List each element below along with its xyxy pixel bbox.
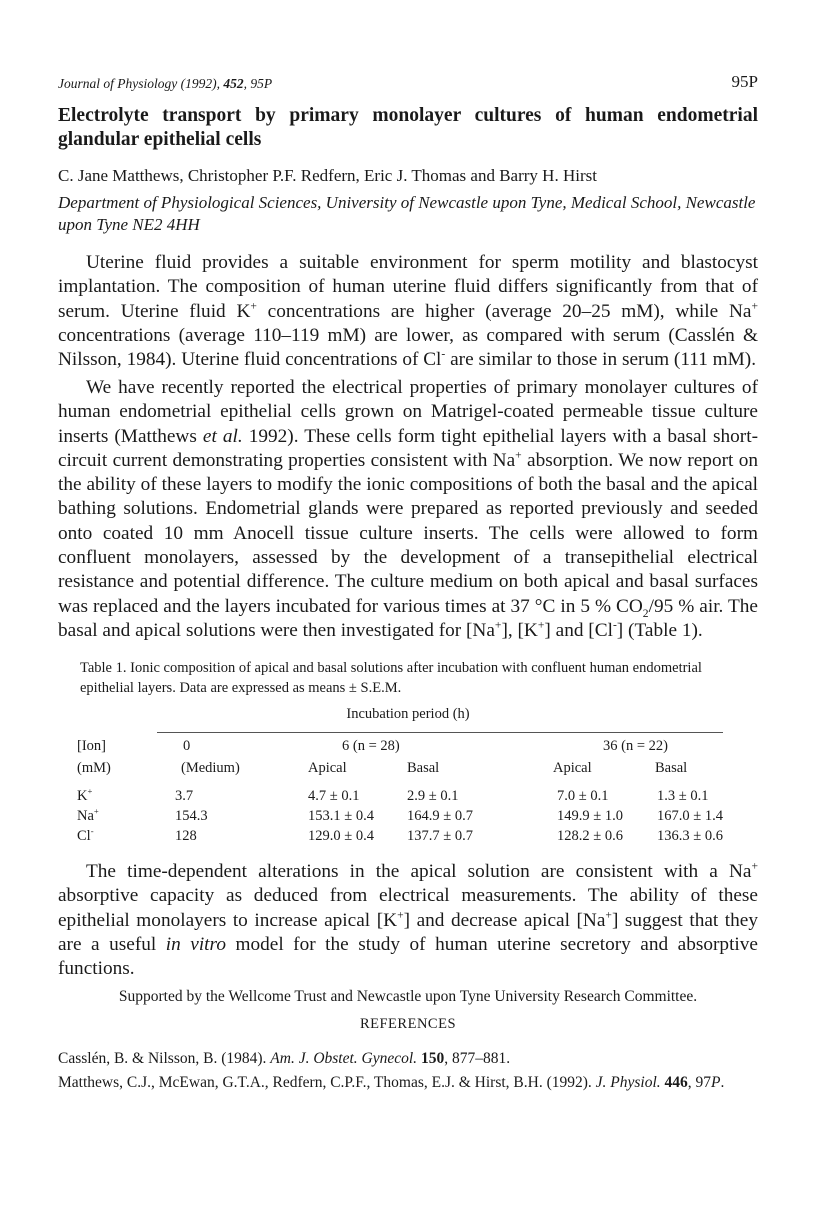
page-number: 95P: [731, 72, 758, 91]
text-run: +: [494, 618, 502, 632]
table-cell: 137.7 ± 0.7: [407, 828, 473, 844]
acknowledgement: Supported by the Wellcome Trust and Newcastle upon Tyne University Research Committee.: [118, 988, 698, 1005]
text-run: ], [K: [501, 619, 538, 641]
text-run: model for the study of human uterine secretory and absorptive functions.: [58, 933, 758, 980]
text-run: in vitro: [165, 933, 226, 955]
column-subheader: (mM): [77, 760, 111, 776]
table-cell: 128.2 ± 0.6: [557, 828, 623, 844]
text-run: -: [441, 347, 446, 361]
authors: C. Jane Matthews, Christopher P.F. Redfern, Eric J. Thomas and Barry H. Hirst: [58, 166, 597, 185]
table-spanner: Incubation period (h): [346, 706, 470, 722]
text-run: Uterine fluid provides a suitable environment for sperm motility and blastocyst implantation. The composition of human uterine fluid differs significantly from that of serum. Uterine fluid K: [58, 252, 758, 322]
text-run: +: [397, 908, 404, 922]
text-run: 2: [642, 606, 649, 620]
column-subheader: Basal: [407, 760, 440, 776]
table-cell: 2.9 ± 0.1: [407, 788, 459, 804]
column-header: 6 (n = 28): [342, 738, 400, 754]
text-run: +: [605, 908, 612, 922]
table-cell: 7.0 ± 0.1: [557, 788, 609, 804]
table-caption: Table 1. Ionic composition of apical and basal solutions after incubation with confluent human endometrial epithelial layers. Data are expressed as means ± S.E.M.: [80, 660, 702, 696]
table-cell: 1.3 ± 0.1: [657, 788, 709, 804]
reference-item: [58, 1072, 776, 1094]
text-run: are similar to those in serum (111 mM).: [445, 349, 757, 371]
reference-item: [58, 1048, 776, 1070]
table-cell: 3.7: [175, 788, 194, 804]
column-header: 36 (n = 22): [603, 738, 668, 754]
table-cell: 154.3: [175, 808, 208, 824]
text-run: J. Physiol.: [595, 1074, 661, 1091]
text-run: We have recently reported the electrical properties of primary monolayer cultures of human endometrial epithelial cells grown on Matrigel-coated permeable tissue culture inserts (Matthews: [58, 377, 758, 447]
column-subheader: Apical: [308, 760, 347, 776]
table-cell: 164.9 ± 0.7: [407, 808, 473, 824]
references-heading: REFERENCES: [359, 1016, 457, 1032]
text-run: The time-dependent alterations in the apical solution are consistent with a Na: [86, 861, 752, 882]
text-run: 1992). These cells form tight epithelial layers with a basal short-circuit current demonstrating properties consistent with Na: [58, 425, 758, 471]
text-run: , 877–881.: [444, 1050, 511, 1067]
column-header: [Ion]: [77, 738, 106, 754]
text-run: et al.: [202, 425, 243, 447]
text-run: ] and decrease apical [Na: [403, 909, 606, 931]
affiliation: Department of Physiological Sciences, University of Newcastle upon Tyne, Medical School, Newcastle upon Tyne NE2 4HH: [58, 193, 756, 234]
running-header: [58, 72, 758, 92]
text-run: Am. J. Obstet. Gynecol.: [270, 1050, 418, 1067]
text-run: , 97: [687, 1074, 712, 1091]
table-cell: 136.3 ± 0.6: [657, 828, 723, 844]
text-run: -: [612, 618, 617, 632]
ion-label: K+: [77, 786, 93, 804]
text-run: ] suggest that they are a useful: [58, 909, 759, 955]
text-run: 446: [664, 1074, 688, 1091]
column-subheader: Apical: [553, 760, 592, 776]
ion-label: Cl-: [77, 826, 94, 844]
ion-charge: -: [90, 826, 94, 837]
journal-citation: [58, 76, 272, 91]
ion-label: Na+: [77, 806, 99, 824]
text-run: +: [751, 299, 758, 313]
table-cell: 128: [175, 828, 197, 844]
text-run: concentrations (average 110–119 mM) are lower, as compared with serum (Casslén & Nilsson, 1984). Uterine fluid concentrations of Cl: [58, 324, 758, 371]
text-run: P: [711, 1074, 721, 1091]
paragraph-intro: [58, 251, 758, 372]
text-run: .: [720, 1074, 725, 1091]
paragraph-methods: [58, 376, 758, 643]
table-cell: 129.0 ± 0.4: [308, 828, 374, 844]
table-cell: 149.9 ± 1.0: [557, 808, 623, 824]
paragraph-conclusion: [58, 860, 758, 981]
text-run: 150: [420, 1050, 445, 1067]
text-run: absorptive capacity as deduced from electrical measurements. The ability of these epithelial monolayers to increase apical [K: [58, 885, 758, 931]
table-cell: 167.0 ± 1.4: [657, 808, 723, 824]
text-run: +: [751, 859, 758, 873]
text-run: absorption. We now report on the ability of these layers to modify the ionic compositions of both the basal and the apical bathing solutions. Endometrial glands were prepared as reported previously and seeded onto coated 10 mm Anocell tissue culture inserts. The cells were allowed to form confluent monolayers, assessed by the development of a transepithelial electrical resistance and potential difference. The culture medium on both apical and basal surfaces was replaced and the layers incubated for various times at 37 °C in 5 % CO: [58, 449, 758, 617]
text-run: concentrations are higher (average 20–25 mM), while Na: [256, 300, 752, 322]
article-title: Electrolyte transport by primary monolayer cultures of human endometrial glandular epithelial cells: [58, 105, 758, 150]
ion-charge: +: [93, 806, 99, 817]
column-header: 0: [183, 738, 191, 754]
text-run: Matthews, C.J., McEwan, G.T.A., Redfern, C.P.F., Thomas, E.J. & Hirst, B.H. (1992).: [58, 1074, 596, 1091]
ion-charge: +: [87, 786, 93, 797]
text-run: Casslén, B. & Nilsson, B. (1984).: [58, 1050, 271, 1067]
text-run: /95 % air. The basal and apical solutions were then investigated for [Na: [58, 595, 758, 641]
text-run: ] (Table 1).: [616, 619, 703, 641]
table-cell: 153.1 ± 0.4: [308, 808, 374, 824]
text-run: , 95P: [243, 76, 273, 91]
table-cell: 4.7 ± 0.1: [308, 788, 360, 804]
column-subheader: Basal: [655, 760, 688, 776]
text-run: 452: [223, 76, 244, 91]
column-subheader: (Medium): [181, 760, 240, 776]
text-run: ] and [Cl: [544, 619, 613, 641]
text-run: +: [515, 448, 522, 462]
text-run: +: [537, 618, 545, 632]
table-rule: [157, 732, 723, 733]
text-run: +: [250, 299, 257, 313]
text-run: Journal of Physiology (1992),: [58, 76, 224, 91]
